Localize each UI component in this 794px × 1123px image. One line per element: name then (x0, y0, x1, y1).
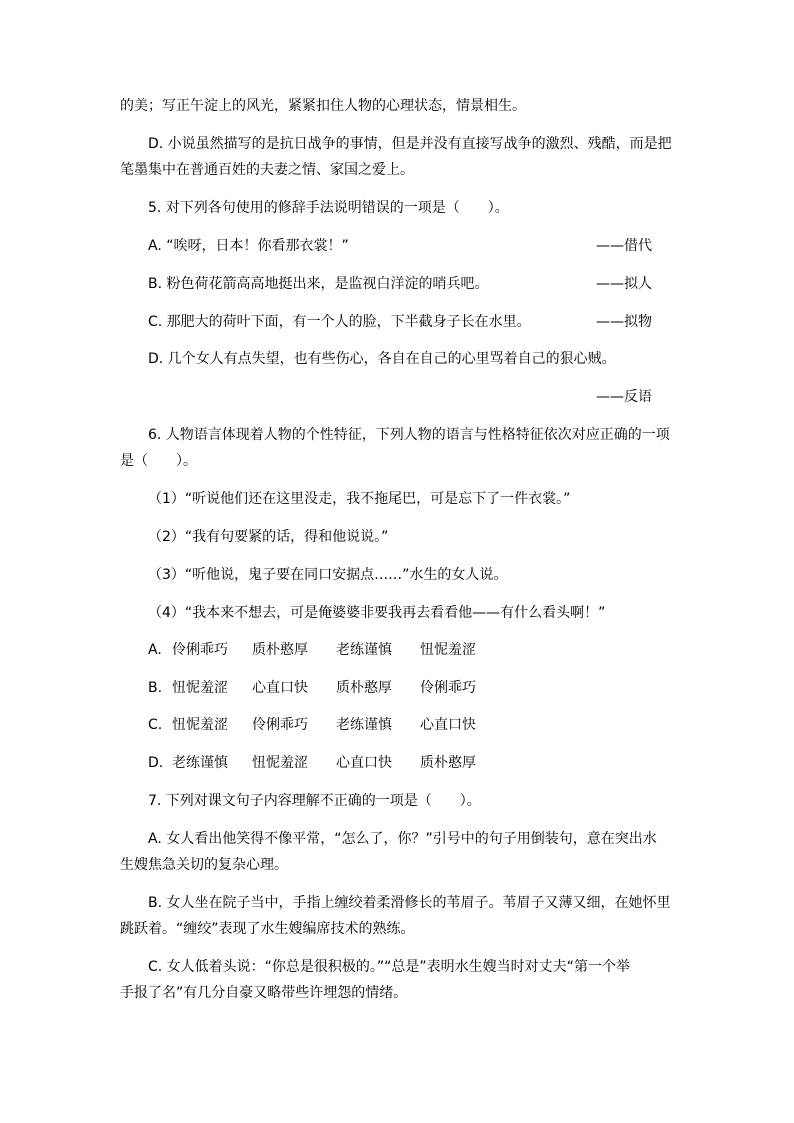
q5-option-a: A. “唉呀，日本！你看那衣裳！” (148, 238, 349, 254)
option-label: A. (148, 642, 162, 658)
question-6-stem: 6. 人物语言体现着人物的个性特征，下列人物的语言与性格特征依次对应正确的一项 (148, 427, 670, 443)
option-label: B. (148, 680, 163, 696)
text-line: 的美；写正午淀上的风光，紧紧扣住人物的心理状态，情景相生。 (120, 98, 526, 114)
q6-quote-1: （1）“听说他们还在这里没走，我不拖尾巴，可是忘下了一件衣裳。” (148, 491, 571, 507)
q7-option-c-cont: 手报了名”有几分自豪又略带些许埋怨的情绪。 (120, 985, 408, 1001)
option-item: 老练谨慎 (336, 717, 392, 733)
option-item: 伶俐乖巧 (172, 642, 228, 658)
option-item: 忸怩羞涩 (420, 642, 476, 658)
option-item: 心直口快 (252, 680, 308, 696)
q7-option-b: B. 女人坐在院子当中，手指上缠绞着柔滑修长的苇眉子。苇眉子又薄又细，在她怀里 (148, 895, 671, 911)
option-label: C. (148, 717, 163, 733)
option-item: 心直口快 (336, 755, 392, 771)
q5-option-a-answer: ——借代 (596, 238, 652, 254)
question-7-stem: 7. 下列对课文句子内容理解不正确的一项是（ ）。 (148, 793, 481, 809)
q7-option-a-cont: 生嫂焦急关切的复杂心理。 (120, 857, 288, 873)
option-item: 心直口快 (420, 717, 476, 733)
option-item: 伶俐乖巧 (252, 717, 308, 733)
option-item: 忸怩羞涩 (252, 755, 308, 771)
option-item: 质朴憨厚 (336, 680, 392, 696)
option-item: 质朴憨厚 (420, 755, 476, 771)
q7-option-b-cont: 跳跃着。“缠绞”表现了水生嫂编席技术的熟练。 (120, 921, 415, 937)
option-d-line-cont: 笔墨集中在普通百姓的夫妻之情、家国之爱上。 (120, 162, 414, 178)
question-5-stem: 5. 对下列各句使用的修辞手法说明错误的一项是（ ）。 (148, 200, 509, 216)
q6-quote-2: （2）“我有句要紧的话，得和他说说。” (148, 529, 389, 545)
option-item: 忸怩羞涩 (172, 717, 228, 733)
option-item: 忸怩羞涩 (172, 680, 228, 696)
q5-option-d-answer: ——反语 (596, 389, 652, 405)
q5-option-c: C. 那肥大的荷叶下面，有一个人的脸，下半截身子长在水里。 (148, 314, 531, 330)
question-6-stem-cont: 是（ ）。 (120, 453, 197, 469)
option-label: D. (148, 755, 164, 771)
option-item: 伶俐乖巧 (420, 680, 476, 696)
q5-option-d: D. 几个女人有点失望，也有些伤心，各自在自己的心里骂着自己的狠心贼。 (148, 351, 616, 367)
option-item: 老练谨慎 (336, 642, 392, 658)
option-item: 质朴憨厚 (252, 642, 308, 658)
q6-quote-4: （4）“我本来不想去，可是俺婆婆非要我再去看看他——有什么看头啊！” (148, 605, 606, 621)
option-d-line: D. 小说虽然描写的是抗日战争的事情，但是并没有直接写战争的激烈、残酷，而是把 (148, 136, 672, 152)
q6-quote-3: （3）“听他说，鬼子要在同口安据点……”水生的女人说。 (148, 567, 508, 583)
q5-option-c-answer: ——拟物 (596, 314, 652, 330)
q5-option-b-answer: ——拟人 (596, 276, 652, 292)
q7-option-c: C. 女人低着头说：“你总是很积极的。”“总是”表明水生嫂当时对丈夫“第一个举 (148, 959, 630, 975)
option-item: 老练谨慎 (172, 755, 228, 771)
q7-option-a: A. 女人看出他笑得不像平常，“怎么了，你？”引号中的句子用倒装句，意在突出水 (148, 831, 657, 847)
q5-option-b: B. 粉色荷花箭高高地挺出来，是监视白洋淀的哨兵吧。 (148, 276, 489, 292)
